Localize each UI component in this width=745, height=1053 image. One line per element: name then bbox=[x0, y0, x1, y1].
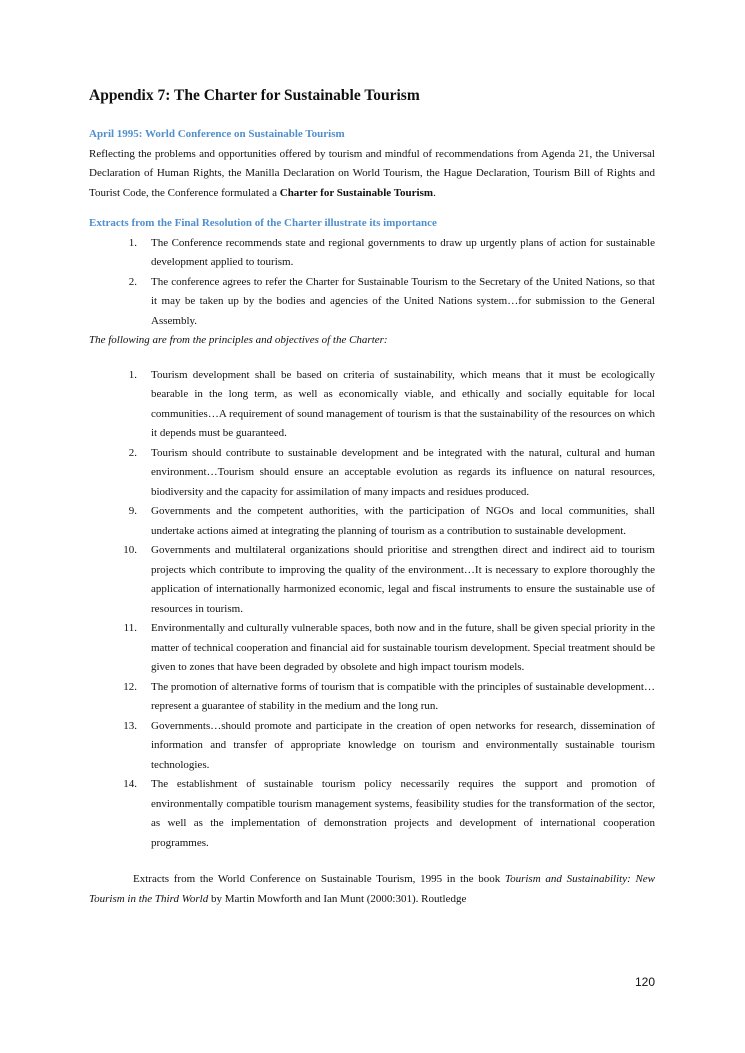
item-number: 1. bbox=[128, 236, 137, 249]
list-item bbox=[89, 234, 655, 273]
conference-text-end: . bbox=[433, 186, 436, 199]
resolution-heading: Extracts from the Final Resolution of the Charter illustrate its importance bbox=[89, 217, 437, 229]
resolution-list bbox=[89, 234, 655, 332]
item-text: Governments and multilateral organizations should prioritise and strengthen direct and indirect aid to tourism projects which contribute to improving the quality of the environment…It is necessary to explore thoroughly the application of internationally harmonized economic, legal and fiscal instruments to ensure the sustainable use of resources in tourism. bbox=[151, 544, 655, 615]
item-number: 2. bbox=[128, 275, 137, 288]
item-text: The Conference recommends state and regional governments to draw up urgently plans of action for sustainable development applied to tourism. bbox=[151, 236, 655, 268]
item-number: 10. bbox=[123, 544, 137, 556]
conference-paragraph bbox=[89, 145, 655, 204]
source-text: Extracts from the World Conference on Sustainable Tourism, 1995 in the book bbox=[133, 873, 505, 885]
list-item bbox=[89, 678, 655, 717]
item-number: 1. bbox=[128, 368, 137, 381]
item-text: Tourism development shall be based on criteria of sustainability, which means that it must be ecologically bearable in the long term, as well as economically viable, and ethically and socially equitable for local communities…A requirement of sound management of tourism is that the sustainability of the resources on which it depends must be guaranteed. bbox=[151, 368, 655, 439]
item-number: 9. bbox=[128, 505, 137, 517]
item-number: 12. bbox=[123, 680, 137, 693]
conference-heading: April 1995: World Conference on Sustainable Tourism bbox=[89, 128, 345, 140]
source-authors: by Martin Mowforth and Ian Munt (2000:301). Routledge bbox=[208, 892, 467, 905]
list-item bbox=[89, 775, 655, 853]
item-number: 11. bbox=[123, 622, 137, 634]
conference-text: Reflecting the problems and opportunities offered by tourism and mindful of recommendations from Agenda 21, the Universal Declaration of Human Rights, the Manilla Declaration on World Tourism, the Hague Declaration, Tourism Bill of Rights and Tourist Code, the Conference formulated a bbox=[89, 147, 655, 199]
item-text: The establishment of sustainable tourism policy necessarily requires the support and promotion of environmentally compatible tourism management systems, feasibility studies for the transformation of the sector, as well as the implementation of demonstration projects and development of international cooperation programmes. bbox=[151, 778, 655, 849]
principles-list bbox=[89, 366, 655, 854]
item-number: 2. bbox=[128, 446, 137, 459]
list-item bbox=[89, 541, 655, 619]
book-title: Tourism and Sustainability: New Tourism in the Third World bbox=[89, 873, 656, 905]
source-citation bbox=[89, 870, 655, 909]
list-item bbox=[89, 366, 655, 444]
item-text: The promotion of alternative forms of tourism that is compatible with the principles of sustainable development…represent a guarantee of stability in the medium and the long run. bbox=[151, 680, 655, 712]
list-item bbox=[89, 717, 655, 776]
list-item bbox=[89, 619, 655, 678]
item-number: 13. bbox=[123, 719, 137, 732]
charter-name: Charter for Sustainable Tourism bbox=[279, 186, 434, 199]
page-number: 120 bbox=[634, 975, 655, 989]
item-number: 14. bbox=[123, 778, 137, 790]
item-text: Governments…should promote and participate in the creation of open networks for research, dissemination of information and transfer of appropriate knowledge on tourism and environmentally sustainable tourism technologies. bbox=[151, 719, 655, 771]
item-text: Tourism should contribute to sustainable development and be integrated with the natural, cultural and human environment…Tourism should ensure an acceptable evolution as regards its influence on natural resources, biodiversity and the capacity for assimilation of many impacts and residues produced. bbox=[151, 446, 655, 498]
list-item bbox=[89, 273, 655, 332]
list-item bbox=[89, 444, 655, 503]
document-page bbox=[89, 86, 655, 909]
list-item bbox=[89, 502, 655, 541]
item-text: Environmentally and culturally vulnerable spaces, both now and in the future, shall be given special priority in the matter of technical cooperation and financial aid for sustainable tourism development. Special treatment should be given to zones that have been degraded by obsolete and high impact tourism models. bbox=[151, 622, 655, 673]
principles-intro: The following are from the principles and objectives of the Charter: bbox=[89, 334, 388, 346]
item-text: The conference agrees to refer the Charter for Sustainable Tourism to the Secretary of the United Nations, so that it may be taken up by the bodies and agencies of the United Nations system…for submission to the General Assembly. bbox=[151, 275, 655, 327]
item-text: Governments and the competent authorities, with the participation of NGOs and local communities, shall undertake actions aimed at integrating the planning of tourism as a contribution to sustainable development. bbox=[151, 505, 655, 537]
page-title: Appendix 7: The Charter for Sustainable Tourism bbox=[89, 87, 420, 104]
